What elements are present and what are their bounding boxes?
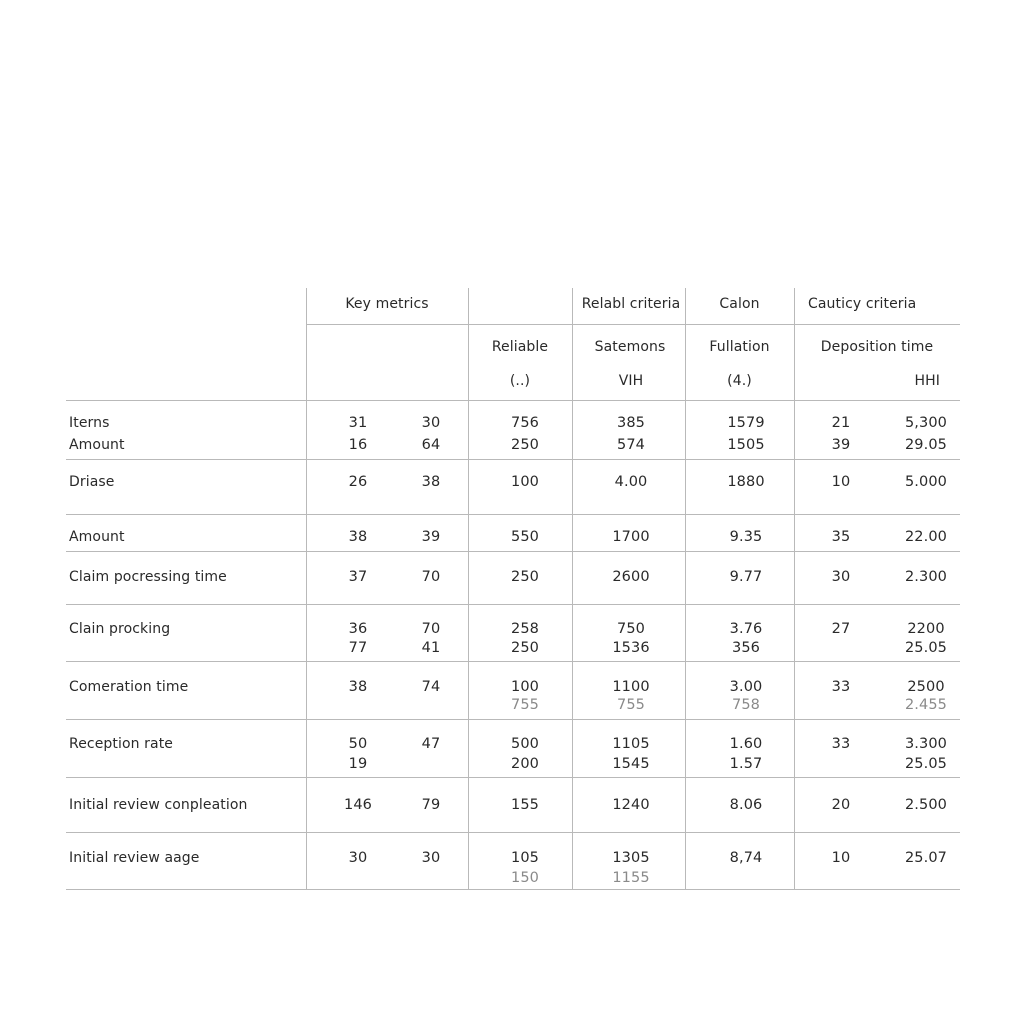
- table-cell: 756: [511, 415, 539, 431]
- table-cell: 500: [511, 736, 539, 752]
- table-cell: 2.455: [904, 697, 947, 713]
- table-cell: 4.00: [614, 474, 648, 490]
- table-cell: 36: [348, 621, 368, 637]
- table-cell: 3.00: [729, 679, 763, 695]
- header-reliable: Reliable: [491, 339, 549, 355]
- table-cell: 41: [421, 640, 441, 656]
- unit-reliable: (..): [509, 373, 531, 389]
- table-cell: 47: [421, 736, 441, 752]
- table-cell: 1105: [612, 736, 650, 752]
- table-cell: 25.07: [904, 850, 947, 866]
- column-divider: [794, 288, 795, 890]
- table-cell: 29.05: [904, 437, 947, 453]
- table-cell: 150: [511, 870, 539, 886]
- table-cell: 385: [617, 415, 645, 431]
- table-cell: 16: [348, 437, 368, 453]
- table-cell: 30: [831, 569, 851, 585]
- header-divider: [306, 324, 960, 325]
- table-cell: 105: [511, 850, 539, 866]
- table-cell: 1700: [612, 529, 650, 545]
- row-label: Clain procking: [69, 621, 171, 637]
- table-cell: 1.60: [729, 736, 763, 752]
- table-cell: 1155: [612, 870, 650, 886]
- table-cell: 758: [732, 697, 760, 713]
- table-cell: 77: [348, 640, 368, 656]
- row-label: Claim pocressing time: [69, 569, 227, 585]
- table-cell: 3.76: [729, 621, 763, 637]
- header-deposition-time: Deposition time: [820, 339, 934, 355]
- table-cell: 2600: [612, 569, 650, 585]
- header-cauticy-criteria: Cauticy criteria: [808, 296, 917, 312]
- table-cell: 8.06: [729, 797, 763, 813]
- header-key-metrics: Key metrics: [345, 296, 429, 312]
- table-cell: 250: [511, 640, 539, 656]
- table-cell: 38: [348, 529, 368, 545]
- row-label: Driase: [69, 474, 115, 490]
- unit-deposition: HHI: [914, 373, 940, 389]
- header-fullation: Fullation: [709, 339, 770, 355]
- table-cell: 25.05: [904, 640, 947, 656]
- table-cell: 250: [511, 437, 539, 453]
- table-cell: 10: [831, 474, 851, 490]
- row-label: Amount: [69, 529, 125, 545]
- table-cell: 2200: [907, 621, 945, 637]
- row-divider: [66, 832, 960, 833]
- table-cell: 8,74: [729, 850, 763, 866]
- row-label: Amount: [69, 437, 125, 453]
- table-cell: 550: [511, 529, 539, 545]
- table-cell: 33: [831, 679, 851, 695]
- table-cell: 31: [348, 415, 368, 431]
- table-cell: 100: [511, 679, 539, 695]
- table-cell: 22.00: [904, 529, 947, 545]
- row-label: Reception rate: [69, 736, 174, 752]
- table-cell: 9.77: [729, 569, 763, 585]
- table-cell: 1579: [727, 415, 765, 431]
- table-cell: 79: [421, 797, 441, 813]
- table-cell: 1545: [612, 756, 650, 772]
- row-divider: [66, 459, 960, 460]
- row-label: Iterns: [69, 415, 110, 431]
- table-cell: 1240: [612, 797, 650, 813]
- table-cell: 21: [831, 415, 851, 431]
- table-cell: 30: [348, 850, 368, 866]
- table-cell: 356: [732, 640, 760, 656]
- table-cell: 146: [344, 797, 372, 813]
- row-divider: [66, 400, 960, 401]
- table-cell: 755: [511, 697, 539, 713]
- table-cell: 39: [831, 437, 851, 453]
- table-cell: 1305: [612, 850, 650, 866]
- table-cell: 25.05: [904, 756, 947, 772]
- table-cell: 755: [617, 697, 645, 713]
- table-cell: 750: [617, 621, 645, 637]
- column-divider: [306, 288, 307, 890]
- row-divider: [66, 551, 960, 552]
- table-cell: 20: [831, 797, 851, 813]
- row-label: Initial review aage: [69, 850, 200, 866]
- header-satemons: Satemons: [594, 339, 666, 355]
- table-cell: 2.300: [904, 569, 947, 585]
- row-divider: [66, 514, 960, 515]
- table-cell: 1536: [612, 640, 650, 656]
- table-cell: 1.57: [729, 756, 763, 772]
- table-cell: 10: [831, 850, 851, 866]
- table-cell: 19: [348, 756, 368, 772]
- unit-fullation: (4.): [727, 373, 752, 389]
- row-divider: [66, 777, 960, 778]
- table-cell: 1100: [612, 679, 650, 695]
- table-cell: 2500: [907, 679, 945, 695]
- row-divider: [66, 889, 960, 890]
- table-cell: 64: [421, 437, 441, 453]
- row-divider: [66, 604, 960, 605]
- table-cell: 26: [348, 474, 368, 490]
- table-cell: 9.35: [729, 529, 763, 545]
- table-cell: 1505: [727, 437, 765, 453]
- row-label: Comeration time: [69, 679, 189, 695]
- table-cell: 33: [831, 736, 851, 752]
- table-cell: 39: [421, 529, 441, 545]
- table-cell: 70: [421, 621, 441, 637]
- table-cell: 38: [348, 679, 368, 695]
- table-cell: 155: [511, 797, 539, 813]
- header-relabl-criteria: Relabl criteria: [581, 296, 681, 312]
- table-cell: 3.300: [904, 736, 947, 752]
- table-cell: 5,300: [904, 415, 947, 431]
- row-divider: [66, 719, 960, 720]
- table-cell: 574: [617, 437, 645, 453]
- table-cell: 38: [421, 474, 441, 490]
- table-cell: 100: [511, 474, 539, 490]
- row-divider: [66, 661, 960, 662]
- table-cell: 27: [831, 621, 851, 637]
- table-cell: 30: [421, 850, 441, 866]
- table-cell: 74: [421, 679, 441, 695]
- unit-satemons: VIH: [618, 373, 644, 389]
- table-cell: 50: [348, 736, 368, 752]
- header-calon: Calon: [719, 296, 760, 312]
- table-cell: 37: [348, 569, 368, 585]
- table-cell: 200: [511, 756, 539, 772]
- row-label: Initial review conpleation: [69, 797, 248, 813]
- table-cell: 70: [421, 569, 441, 585]
- table-cell: 30: [421, 415, 441, 431]
- table-cell: 2.500: [904, 797, 947, 813]
- table-cell: 5.000: [904, 474, 947, 490]
- table-cell: 258: [511, 621, 539, 637]
- table-cell: 1880: [727, 474, 765, 490]
- table-cell: 250: [511, 569, 539, 585]
- table-cell: 35: [831, 529, 851, 545]
